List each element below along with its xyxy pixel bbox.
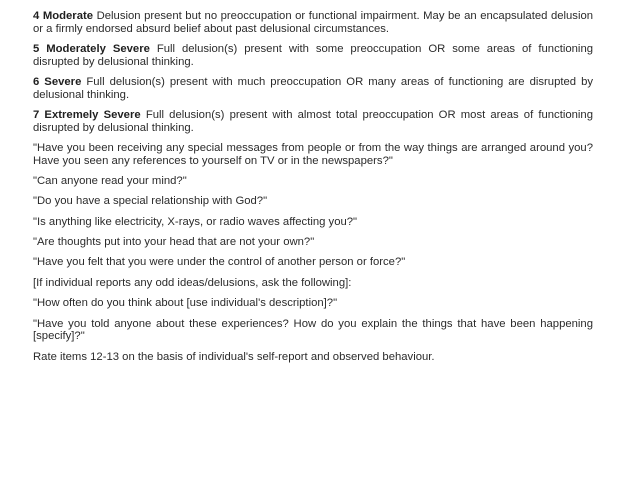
rating-description: Full delusion(s) present with much preoccupation OR many areas of functioning are disrupted by delusional thinking. [33, 75, 593, 101]
interview-question: "Do you have a special relationship with God?" [33, 195, 268, 208]
rating-description: Delusion present but no preoccupation or functional impairment. May be an encapsulated delusion or a firmly endorsed absurd belief about past delusional circumstances. [33, 10, 594, 35]
interview-question: "Are thoughts put into your head that are not your own?" [33, 236, 315, 249]
rating-description: Full delusion(s) present with almost total preoccupation OR most areas of functioning disrupted by delusional thinking. [33, 108, 593, 134]
interviewer-instruction: [If individual reports any odd ideas/delusions, ask the following]: [33, 276, 352, 289]
followup-question: "Have you told anyone about these experiences? How do you explain the things that have been happening [specify]?" [33, 317, 593, 343]
interview-question: "Is anything like electricity, X-rays, or radio waves affecting you?" [33, 215, 358, 228]
rating-level-label: 5 Moderately Severe [33, 42, 150, 55]
document-content [33, 10, 593, 371]
rating-level-5 [33, 43, 593, 68]
rating-level-4 [33, 10, 593, 35]
rating-level-label: 4 Moderate [33, 10, 94, 22]
rating-level-7 [33, 109, 593, 134]
rating-description: Full delusion(s) present with some preoccupation OR some areas of functioning disrupted by delusional thinking. [33, 42, 594, 68]
interview-question: "Can anyone read your mind?" [33, 174, 187, 187]
rating-level-6 [33, 76, 593, 101]
rating-level-label: 6 Severe [33, 75, 82, 88]
rating-level-label: 7 Extremely Severe [33, 108, 141, 121]
followup-question: "How often do you think about [use individual's description]?" [33, 297, 338, 310]
interview-question: "Have you been receiving any special messages from people or from the way things are arranged around you? Have you seen any references to yourself on TV or in the newspapers?" [33, 141, 593, 167]
interview-question: "Have you felt that you were under the control of another person or force?" [33, 256, 406, 269]
rating-footer-note: Rate items 12-13 on the basis of individual's self-report and observed behaviour. [33, 350, 435, 363]
